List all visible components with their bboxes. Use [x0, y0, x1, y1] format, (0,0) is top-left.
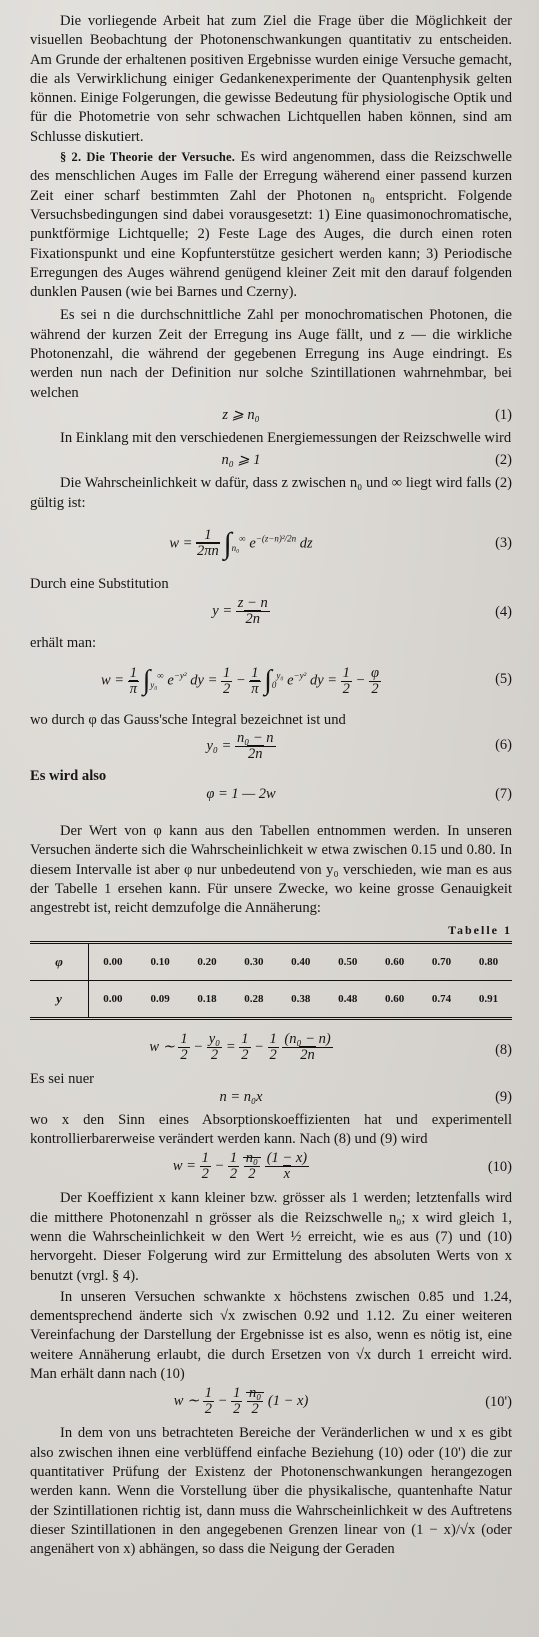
paragraph-10: Der Wert von φ kann aus den Tabellen entnommen werden. In unseren Versuchen änderte sich die Wahrscheinlichkeit w etwa zwischen 0.15 und 0.80. In diesem Intervalle ist aber φ nur unbedeutend von y₀ verschieden, wie man es aus der Tabelle 1 ersehen kann. Für unsere Zwecke, wo keine grosse Genauigkeit angestrebt ist, reicht demzufolge die Annäherung:	[30, 823, 512, 917]
table-cell: 0.30	[230, 942, 277, 980]
table-cell: 0.00	[89, 980, 137, 1018]
equation-9	[30, 1089, 512, 1111]
equation-1	[30, 407, 512, 429]
equation-9-body: n = n₀x	[219, 1088, 263, 1105]
paragraph-5: Die Wahrscheinlichkeit w dafür, dass z zwischen n₀ und ∞ liegt wird falls (2) gültig ist:	[30, 475, 512, 511]
equation-1-body: z ⩾ n₀	[222, 406, 260, 423]
equation-7-number: (7)	[495, 786, 512, 803]
equation-6-body: y₀ = $\frac{\text{n₀ − n}}{2n}$	[206, 729, 274, 762]
section-2-text: Es wird angenommen, dass die Reizschwelle des menschlichen Auges im Falle der Erregung wäherend einer passend kurzen Zeit einer scharf bestimmten Zahl der Photonen n₀ entspricht. Folgende Versuchsbedingungen sind dabei vorausgesetzt: 1) Eine quasimonochromatische, punktförmige Lichtquelle; 2) Feste Lage des Auges, die durch einen roten Fixationspunkt und eine Kopfunterstütze gesichert werden kann; 3) Periodische Erregungen des Auges während genügend kleiner Zeit mit den darauf folgenden dunklen Pausen (wie bei Barnes und Czerny).	[30, 149, 513, 301]
paragraph-8: wo durch φ das Gauss'sche Integral bezeichnet ist und	[30, 712, 346, 729]
equation-6-number: (6)	[495, 736, 512, 753]
equation-4-number: (4)	[495, 604, 512, 621]
equation-4-body: y = $\frac{z - n}{2n}$	[212, 595, 268, 628]
equation-3-number: (3)	[495, 534, 512, 551]
table-1	[30, 941, 512, 1020]
paragraph-12: wo x den Sinn eines Absorptionskoeffizienten hat und experimentell kontrollierbarerweise verändert werden kann. Nach (8) und (9) wird	[30, 1111, 512, 1148]
table-row-label: φ	[30, 942, 89, 980]
table-cell: 0.20	[184, 942, 231, 980]
table-cell: 0.10	[137, 942, 184, 980]
paragraph-9: Es wird also	[30, 767, 107, 784]
paragraph-15: In dem von uns betrachteten Bereiche der Veränderlichen w und x es gibt also zwischen ihnen eine verblüffend einfache Beziehung (10) oder (10') die zur quantitativer Prüfung der Existenz der Photonenschwankungen herangezogen werden kann. Wenn die Vorstellung über die physikalische, quantenhafte Natur der Szintillationen richtig ist, dann muss die Wahrscheinlichkeit w des Auftretens dieser Szintillationen in den angegebenen Grenzen linear von (1 − x)/√x (oder angenähert von x) abhängen, so dass die Neigung der Geraden	[30, 1425, 512, 1558]
table-cell: 0.70	[418, 942, 465, 980]
table-cell: 0.60	[371, 942, 418, 980]
table-row-label: y	[30, 980, 89, 1018]
equation-10-prime-number: (10')	[485, 1394, 512, 1411]
equation-8-number: (8)	[495, 1041, 512, 1058]
table-cell: 0.00	[89, 942, 137, 980]
equation-2-body: n₀ ⩾ 1	[221, 452, 261, 469]
text-column	[30, 12, 512, 1559]
equation-10-number: (10)	[487, 1159, 512, 1176]
equation-5-number: (5)	[495, 671, 512, 688]
paragraph-6: Durch eine Substitution	[30, 575, 169, 592]
equation-2-number: (2)	[495, 452, 512, 469]
table-row-phi	[30, 942, 512, 980]
table-cell: 0.40	[277, 942, 324, 980]
paragraph-4: In Einklang mit den verschiedenen Energiemessungen der Reizschwelle wird	[60, 429, 512, 446]
paragraph-14: In unseren Versuchen schwankte x höchstens zwischen 0.85 und 1.24, dementsprechend änderte sich √x zwischen 0.92 und 1.12. Zu einer weiteren Vereinfachung der Darstellung der Ergebnisse ist es also, wenn es nötig ist, eine weitere Annäherung erlaubt, die durch Ersetzen von √x durch 1 erreicht wird. Man erhält dann nach (10)	[30, 1288, 512, 1383]
equation-3-body: w = $\frac{1}{2\pi n}$ $\int_{n_0}^\infty$ $e^{-(z-n)^2/2n}$ dz	[169, 526, 313, 560]
table-cell: 0.74	[418, 980, 465, 1018]
paragraph-13: Der Koeffizient x kann kleiner bzw. grösser als 1 werden; letztenfalls wird die mitthere Photonenzahl n grösser als die Reizschwelle n₀; x wird gleich 1, wenn die Wahrscheinlichkeit w den Wert ½ erreicht, wie es aus (7) und (10) hervorgeht. Dieser Folgerung wird zur Ermittelung des absoluten Werts von x benutzt (vrgl. § 4).	[30, 1190, 512, 1284]
table-cell: 0.48	[324, 980, 371, 1018]
equation-2	[30, 452, 512, 474]
equation-10-prime-body: w ∼ $\frac{1}{2}$ − $\frac{1}{2}$ $\frac{\text{n₀}}{2}$ (1 − x)	[173, 1385, 309, 1418]
table-cell: 0.28	[230, 980, 277, 1018]
section-2-paragraph	[30, 148, 512, 302]
equation-3	[30, 515, 512, 575]
equation-5	[30, 653, 512, 711]
table-cell: 0.38	[277, 980, 324, 1018]
paragraph-11: Es sei nuer	[30, 1070, 95, 1087]
equation-10-body: w = $\frac{1}{2}$ − $\frac{1}{2}$ $\frac{\text{n₀}}{2}$ $\frac{(1 - x)}{x}$	[172, 1150, 308, 1183]
equation-7-body: φ = 1 — 2w	[206, 786, 276, 803]
equation-6	[30, 731, 512, 767]
table-caption: Tabelle 1	[448, 922, 512, 937]
table-cell: 0.80	[465, 942, 512, 980]
equation-4	[30, 594, 512, 634]
table-row-y	[30, 980, 512, 1018]
table-cell: 0.18	[184, 980, 231, 1018]
equation-8	[30, 1030, 512, 1070]
table-cell: 0.09	[137, 980, 184, 1018]
paragraph-3: Es sei n die durchschnittliche Zahl per monochromatischen Photonen, die während der kurzen Zeit der Erregung ins Auge fällt, und z — die wirkliche Photonenzahl, die während der gegebenen Erregung ins Auge eindringt. Es werden nun nach der Definition nur solche Szintillationen wahrnehmbar, bei welchen	[30, 307, 512, 401]
equation-8-body: w ∼ $\frac{1}{2}$ − $\frac{\text{y₀}}{2}$ = $\frac{1}{2}$ − $\frac{1}{2}$ $\frac{\text{(n₀ − n)}}{2n}$	[149, 1030, 331, 1063]
equation-10-prime	[30, 1384, 512, 1424]
paragraph-7: erhält man:	[30, 635, 97, 652]
equation-10	[30, 1149, 512, 1189]
intro-paragraph: Die vorliegende Arbeit hat zum Ziel die Frage über die Möglichkeit der visuellen Beobachtung der Photonenschwankungen quantitativ zu entscheiden. Am Grunde der erhaltenen positiven Ergebnisse wurden einige Versuche gemacht, die als Verwirklichung einiger Gedankenexperimente der Quantenphysik gelten können. Einige Folgerungen, die gewisse Bedeutung für physiologische Optik und für die Photometrie von sehr schwachen Lichtquellen haben können, sind am Schlusse diskutiert.	[30, 13, 512, 145]
equation-7	[30, 786, 512, 808]
equation-5-body: w = $\frac{1}{\pi}$ $\int_{y_0}^\infty$ $e^{-y^2}$ dy = $\frac{1}{2}$ − $\frac{1}{\pi}$ $\int_0^{y_0}$ $e^{-y^2}$ dy = $\frac{1}{2}$ − $\frac{\varphi}{2}$	[100, 664, 379, 697]
table-cell: 0.91	[465, 980, 512, 1018]
equation-1-number: (1)	[495, 406, 512, 423]
table-cell: 0.50	[324, 942, 371, 980]
equation-9-number: (9)	[495, 1088, 512, 1105]
table-cell: 0.60	[371, 980, 418, 1018]
section-heading: § 2. Die Theorie der Versuche.	[60, 150, 236, 165]
